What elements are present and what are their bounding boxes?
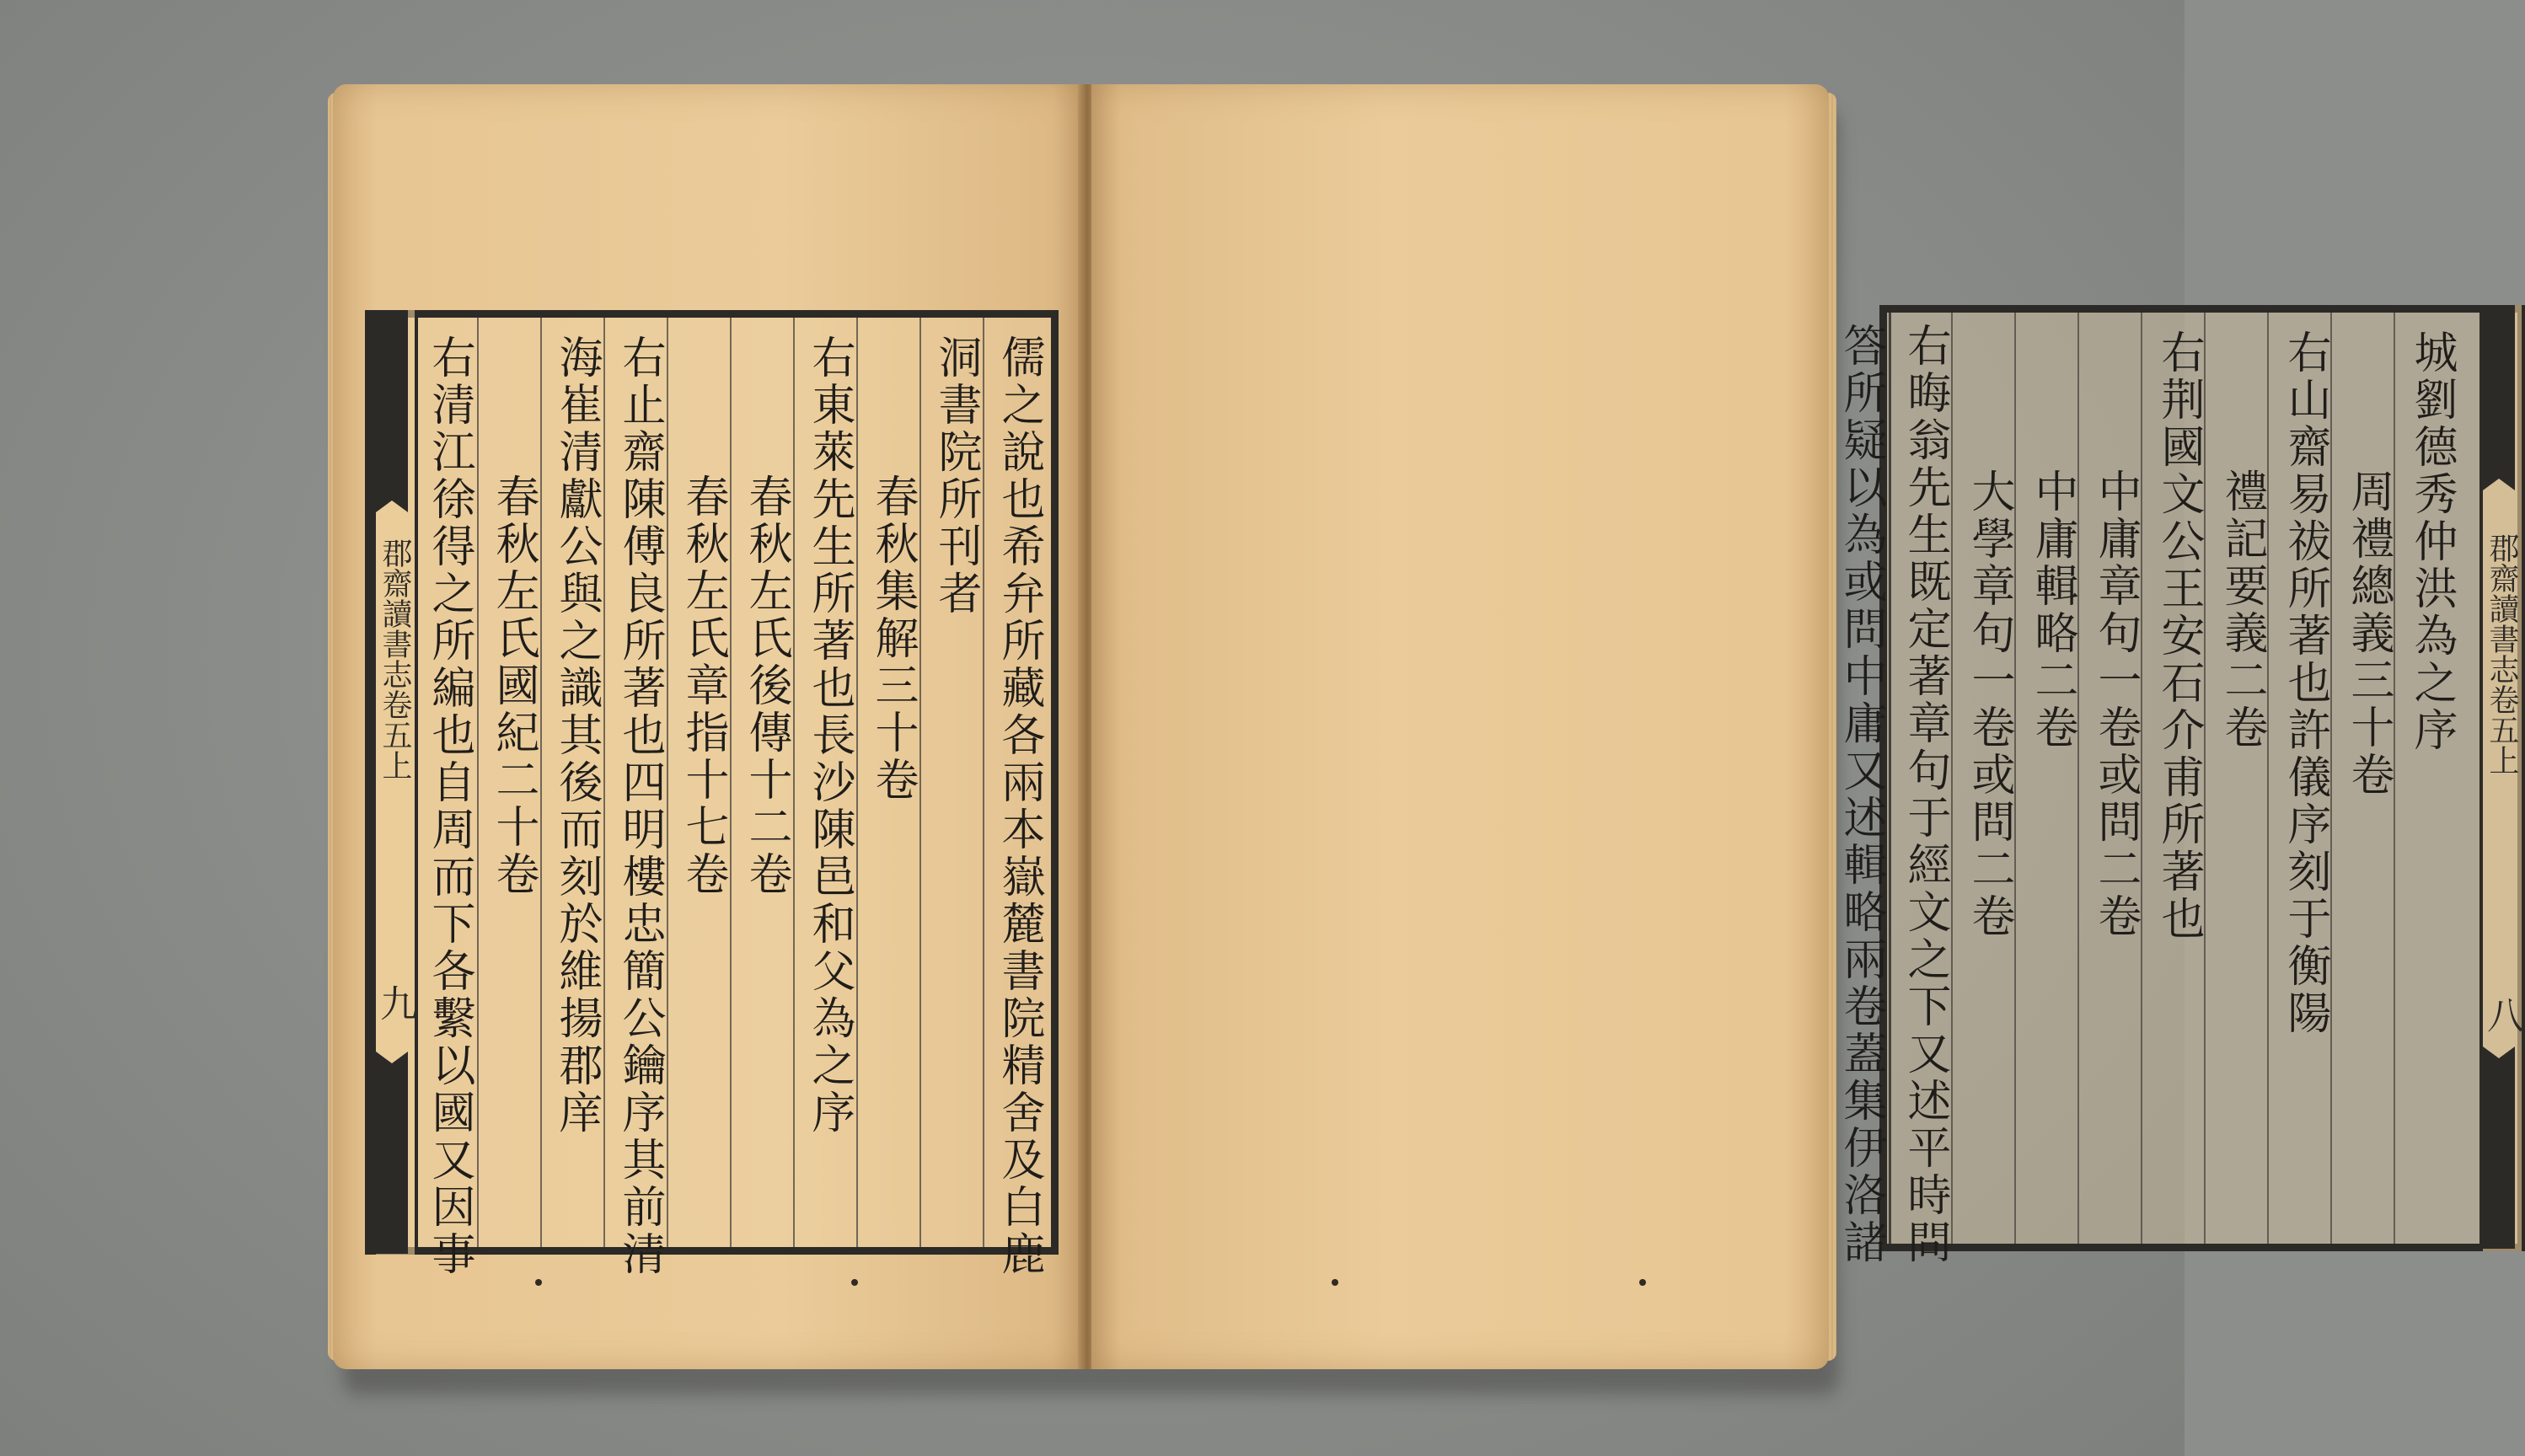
right-print-block (1836, 305, 2525, 1266)
ink-dot (851, 1279, 858, 1286)
text-column-3: 右山齋易祓所著也許儀序刻于衡陽 (2280, 329, 2330, 1037)
column-rule (2267, 313, 2269, 1244)
text-column-6: 中庸章句一卷或問二卷 (2090, 468, 2141, 940)
left-center-strip (373, 310, 418, 1255)
text-column-4: 禮記要義二卷 (2217, 468, 2267, 752)
column-rule (856, 318, 858, 1247)
text-column-4: 右東萊先生所著也長沙陳邑和父為之序 (804, 335, 855, 1137)
column-rule (2077, 313, 2079, 1244)
column-rule (730, 318, 732, 1247)
ink-dot (535, 1279, 542, 1286)
text-column-10: 答所疑以為或問中庸又述輯略兩卷蓋集伊洛諸 (1836, 323, 1886, 1266)
right-fishtail-lower (2483, 1046, 2515, 1080)
left-page (333, 84, 1083, 1369)
text-column-2: 洞書院所刊者 (930, 335, 981, 618)
left-strip-bottom-bar (376, 1085, 408, 1254)
right-center-strip (2479, 305, 2525, 1251)
column-rule (603, 318, 605, 1247)
column-rule (477, 318, 479, 1247)
left-strip-title: 郡齋讀書志卷五上 (378, 538, 412, 780)
text-column-3: 春秋集解三十卷 (867, 474, 918, 804)
right-strip-bottom-bar (2483, 1080, 2515, 1249)
left-folio-number: 九 (373, 984, 416, 1021)
text-column-7: 右止齋陳傅良所著也四明樓忠簡公鑰序其前清 (614, 335, 665, 1278)
ink-dot (1332, 1279, 1338, 1286)
text-column-2: 周禮總義三十卷 (2343, 468, 2394, 799)
left-fishtail-upper (376, 479, 408, 512)
text-column-5: 春秋左氏後傳十二卷 (741, 474, 791, 898)
text-column-6: 春秋左氏章指十七卷 (678, 474, 728, 898)
right-strip-title: 郡齋讀書志卷五上 (2485, 533, 2519, 775)
text-column-9: 春秋左氏國紀二十卷 (488, 474, 539, 898)
text-column-8: 大學章句一卷或問二卷 (1964, 468, 2014, 940)
text-column-5: 右荆國文公王安石介甫所著也 (2153, 329, 2204, 943)
open-book (333, 84, 2523, 1378)
text-column-8: 海崔清獻公與之識其後而刻於維揚郡庠 (551, 335, 602, 1137)
right-page (1091, 84, 2523, 1369)
left-strip-top-bar (376, 310, 408, 479)
column-rule (1951, 313, 1953, 1244)
right-folio-number: 八 (2480, 996, 2523, 1033)
text-column-1: 儒之說也希弁所藏各兩本嶽麓書院精舍及白鹿 (994, 335, 1044, 1278)
left-print-block (365, 310, 1059, 1278)
column-rule (667, 318, 668, 1247)
text-column-10: 右清江徐得之所編也自周而下各繫以國又因事 (424, 335, 474, 1278)
column-rule (983, 318, 984, 1247)
text-column-1: 城劉德秀仲洪為之序 (2406, 329, 2457, 754)
text-column-9: 右晦翁先生既定著章句于經文之下又述平時問 (1900, 323, 1950, 1266)
ink-dot (1639, 1279, 1646, 1286)
column-rule (919, 318, 921, 1247)
inner-border-line (1889, 313, 1891, 1244)
left-fishtail-lower (376, 1052, 408, 1085)
right-strip-top-bar (2483, 305, 2515, 457)
right-fishtail-upper (2483, 457, 2515, 490)
text-column-7: 中庸輯略二卷 (2027, 468, 2077, 752)
column-rule (793, 318, 795, 1247)
column-rule (540, 318, 542, 1247)
